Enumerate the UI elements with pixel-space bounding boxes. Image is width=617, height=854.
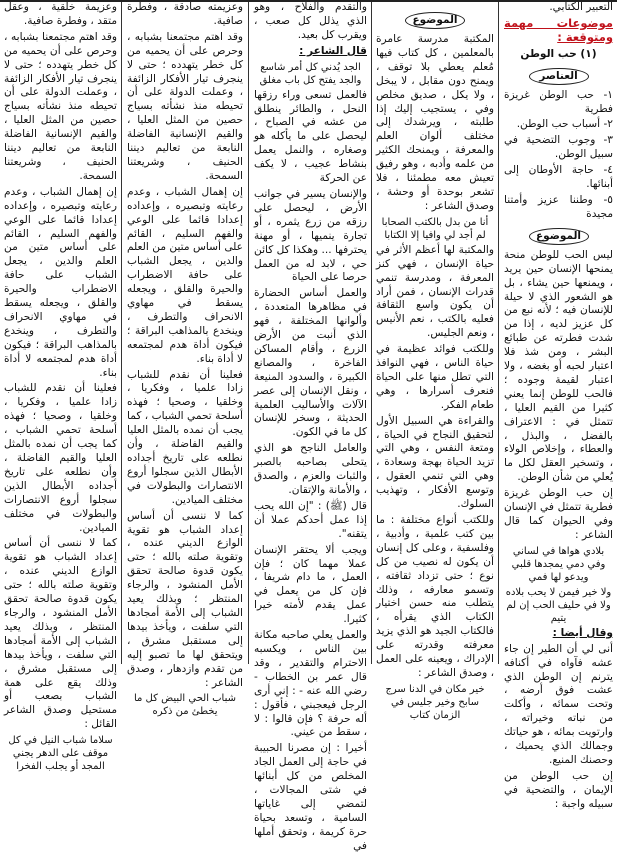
paragraph: وعزيمته صادقة ، وفطرة صافية. xyxy=(127,1,243,27)
paragraph: فعلينا أن نقدم للشباب زادا علميا ، وفكريا ، وخلقيا ، وصحيا ؛ فهذه أسلحة تحمي الشباب ، كما يجب أن نمده بالمثل العليا والقيم الفاضلة ، وأن نطلعه على تاريخ أجداده الأبطال الذين سجلوا أروع الانتصارات والبطولات في مختلف الميادين. xyxy=(4,382,117,534)
paragraph: وعزيمة خلقية ، وعقل متقد ، وفطرة صافية. xyxy=(4,1,117,27)
paragraph: إن إهمال الشباب ، وعدم رعايته وتبصيره ، وإعداده إعدادا قائما على الوعي والفهم السليم ، القائم على أساس متين من العلم والدين ، يجعل الشباب على حافة الاضطراب والحيرة والقلق ، ويجعله يسقط في مهاوي الانحراف والتطرف ، وينخدع بالمذاهب البراقة ؛ فيكون أداة هدم لمجتمعه لا أداة بناء. xyxy=(4,185,117,379)
paragraph: وللكتب أنواع مختلفة : ما بين كتب علمية ، وأدبية ، وفلسفية ، وعلى كل إنسان أن يكون له نصيب من كل نوع ؛ حتى تزداد ثقافته ، وتسمو معارفه ، وذلك يتطلب منه حسن اختيار الكتاب الذي يقرأه ، فالكتاب الجيد هو الذي يزيد معرفته وقدرته على الإدراك ، ويعينه على العمل ، وصدق الشاعر : xyxy=(376,514,494,679)
paragraph: والعمل أساس الحضارة في مظاهرها المتعددة ، وألوانها المختلفة ، فهو الذي أنبت من الأرض الزرع ، وأقام المساكن الفاخرة ، والمصانع الكبيرة ، والسدود المنيعة ، ونقل الإنسان إلى عصر الآلات والأساليب العلمية الحديثة ، وسخر للإنسان كل ما في الكون. xyxy=(254,287,367,439)
paragraph: إن إهمال الشباب ، وعدم رعايته وتبصيره ، وإعداده إعدادا قائما على الوعي والفهم السليم ، القائم على أساس متين من العلم والدين ، يجعل الشباب على حافة الاضطراب والحيرة والقلق ، ويجعله يسقط في مهاوي الانحراف والتطرف ، وينخدع بالمذاهب البراقة ؛ فيكون أداة هدم لمجتمعه لا أداة بناء. xyxy=(127,185,243,365)
column-divider xyxy=(248,2,249,664)
paragraph: ليس الحب للوطن منحة يمنحها الإنسان حين يريد ، ويمنعها حين يشاء ، بل هو الشعور الذي لا حيلة للإنسان فيه ؛ لأنه نبع من كل عزيز لديه ، إذا من شدت فطرته عن طبائع البشر ، ومن شذ فلا اعتبار لحبه أو بغضه ، ولا اعتبار لقيمة وجوده ؛ فالحب للوطن إنما يعني كثيرا من القيم العليا ، تتمثل في : الاعتراف بالفضل ، والبذل ، والعطاء ، وإخلاص الولاء ، وتسخير العقل لكل ما يُعلي من شأن الوطن. xyxy=(504,248,613,484)
element-item: ٣- وجوب التضحية في سبيل الوطن. xyxy=(504,134,613,161)
column-2 xyxy=(372,4,498,721)
paragraph: أنى لي أن الطير إن جاء عشه فآواه في أكنافه يترنم إن الوطن الذي عشت فوق أرضه ، وتحت سمائه ، وأكلت من نباته وخيراته ، وارتويت بمائه ، هو حياتك وجمالك الذي يحميك ، وحصنك المنيع. xyxy=(504,642,613,766)
paragraph: وقد اهتم مجتمعنا بشبابه ، وحرص على أن يحميه من كل خطر يتهدده ؛ حتى لا ينجرف تيار الأفكار الزائفة ، وعملت الدولة على أن تحيطه منذ نشأته بسياج حصين من المثل العليا ، والقيم الإنسانية الفاضلة النابعة من تعاليم ديننا الحنيف ، وشريعتنا السمحة. xyxy=(4,30,117,182)
paragraph: فعلينا أن نقدم للشباب زادا علميا ، وفكريا ، وخلقيا ، وصحيا ؛ فهذه أسلحة تحمي الشباب ، كما يجب أن نمده بالمثل العليا والقيم الفاضلة ، وأن نطلعه على تاريخ أجداده الأبطال الذين سجلوا أروع الانتصارات والبطولات في مختلف الميادين. xyxy=(127,368,243,506)
paragraph: وقد اهتم مجتمعنا بشبابه ، وحرص على أن يحميه من كل خطر يتهدده ؛ حتى لا ينجرف تيار الأفكار الزائفة ، وعملت الدولة على أن تحيطه منذ نشأته بسياج حصين من المثل العليا ، والقيم الإنسانية الفاضلة النابعة من تعاليم ديننا الحنيف ، وشريعتنا السمحة. xyxy=(127,30,243,182)
topic-label: الموضوع xyxy=(529,228,589,245)
paragraph: والتقدم والفلاح ، وهو الذي يذلل كل صعب ، ويقرب كل بعيد. xyxy=(254,1,367,41)
element-item: ٢- أسباب حب الوطن. xyxy=(516,118,613,131)
paragraph: وقال أيضا : xyxy=(552,626,613,639)
column-divider xyxy=(121,2,122,664)
poem-verse: أنا من بدل بالكتب الصحابا لم أجد لي وافيا إلا الكتابا xyxy=(381,216,489,241)
paragraph: فالعمل تسعى وراء رزقها النحل ، والطائر ينطلق من عشه في الصباح ، ليحصل على ما يأكله هو وصغاره ، والنمل يعمل بنشاط عجيب ، لا يكف عن الحركة xyxy=(254,88,367,185)
paragraph: كما لا ننسى أن أساس إعداد الشباب هو تقوية الوازع الديني عنده ، وتقوية صلته بالله ؛ حتى يكون قدوة صالحة تحقق الأمل المنشود ، والرجاء المنتظر ، وبذلك يعيد الشباب إلى الأمة أمجادها التي سلفت ، ويأخذ بيدها إلى مستقبل مشرق ، وذلك يقع على همة الشباب بصعب أو مستحيل وصدق الشاعر القائل : xyxy=(4,537,117,731)
paragraph: أخيرا : إن مصرنا الحبيبة في حاجة إلى العمل الجاد المخلص من كل أبنائها في شتى المجالات ، لتمضي إلى غاياتها السامية ، وتسعد بحياة حرة كريمة ، وتحقق أملها في xyxy=(254,742,367,852)
element-item: ٤- حاجة الأوطان إلى أبنائها. xyxy=(504,164,613,191)
poem-verse: ولا خير فيمن لا يحب بلاده ولا في حليف الحب إن لم يتيم xyxy=(505,586,612,624)
paragraph: والمكتبة لها أعظم الأثر في حياة الإنسان ، فهي كنز المعرفة ، ومدرسة تنمي قدرات الإنسان ، فمن أراد أن يكون واسع الثقافة فعليه بالكتب ، نعم الأنيس ، ونعم الجليس. xyxy=(376,243,494,340)
element-item: ٥- وطننا عزيز وأمتنا مجيدة xyxy=(504,193,613,220)
poem-verse: شباب الحي البيض كل ما يخطئ من ذكره xyxy=(133,693,237,718)
paragraph: والعمل يعلي صاحبه مكانة بين الناس ، ويكسبه الاحترام والتقدير ، وقد قال عمر بن الخطاب - رضي الله عنه - : إني أرى الرجل فيعجبني ، فأقول : أله حرفة ؟ فإن قالوا : لا ، سقط من عيني. xyxy=(254,629,367,739)
poem-verse: الجد يُدني كل أمر شاسع والجد يفتح كل باب مغلق xyxy=(259,61,362,86)
elements-label: العناصر xyxy=(529,68,589,85)
paragraph: قال (ﷺ) : "إن الله يحب إذا عمل أحدكم عملا أن يتقنه". xyxy=(254,499,367,540)
poem-verse: خير مكان في الدنا سرج سابح وخير جليس في الزمان كتاب xyxy=(385,683,485,721)
poem-verse: سلاما شباب النيل في كل موقف على الدهر يجني المجد أو يجلب الفخرا xyxy=(8,735,113,773)
paragraph: وللكتب فوائد عظيمة في حياة الناس ، فهي النوافذ التي تطل منها على الحياة فنعرف أسرارها ، وهي طعام الفكر. xyxy=(376,343,494,411)
paragraph: إن حب الوطن غريزة فطرية تتمثل في الإنسان وفي الحيوان كما قال الشاعر : xyxy=(504,487,613,541)
paragraph: ويجب ألا يحتقر الإنسان عملا مهما كان ؛ فإن العمل ، ما دام شريفا ، فإن كل من يعمل في عمل يقدم لأمته خيرا كثيرا. xyxy=(254,543,367,626)
topics-heading: موضوعات مهمة ومتوقعة : xyxy=(504,15,613,44)
column-5 xyxy=(0,1,121,773)
paragraph: والقراءة هي السبيل الأول لتحقيق النجاح في الحياة ، ومتعة النفس ، وهي التي تزيد الحياة بهجة وسعادة ، وهي التي تنمي العقول ، وتوسع الأفكار ، وتهذيب السلوك. xyxy=(376,414,494,511)
paragraph: إن حب الوطن من الإيمان ، والتضحية في سبيله واجبة : xyxy=(504,769,613,810)
column-1 xyxy=(500,1,617,810)
paragraph: والعامل الناجح هو الذي يتحلى بصاحبه بالصبر والثبات والعزم ، والصدق ، والأمانة والإتقان. xyxy=(254,442,367,496)
poem-verse: بلادي هواها في لساني وفي دمي يمجدها قلبي ويدعو لها فمي xyxy=(511,545,606,583)
paragraph: والإنسان يسير في جوانب الأرض ، ليحصل على رزقه من زرع يثمره ، أو تجارة ينميها ، أو مهنة يحترفها ... وهكذا كل كائن حي ، لابد له من العمل حرصا على الحياة xyxy=(254,187,367,284)
topic-title: (١) حب الوطن xyxy=(520,47,597,60)
poet-label: قال الشاعر : xyxy=(299,44,367,57)
paragraph: كما لا ننسى أن أساس إعداد الشباب هو تقوية الوازع الديني عنده ، وتقوية صلته بالله ؛ حتى يكون قدوة صالحة تحقق الأمل المنشود ، والرجاء المنتظر ؛ وبذلك يعيد الشباب إلى الأمة أمجادها التي سلفت ، ويأخذ بيدها إلى مستقبل مشرق ، ويتحقق لها ما تصبو إليه من تقدم وازدهار ، وصدق الشاعر : xyxy=(127,509,243,689)
intro-tail: التعبير الكتابي. xyxy=(549,1,613,13)
column-4 xyxy=(123,1,247,718)
element-item: ١- حب الوطن غريزة فطرية xyxy=(504,88,613,115)
column-divider xyxy=(498,2,499,664)
topic-label: الموضوع xyxy=(405,12,465,29)
paragraph: المكتبة مدرسة عامرة بالمعلمين ، كل كتاب فيها مُعلم يعطي بلا توقف ، ويمنح دون مقابل ، لا يبخل ، ولا يكل ، صديق مخلص وفي ، يستجيب إليك إذا طلبته ، ويرشدك إلى مختلف ألوان العلم والمعرفة ، ويمنحك الكثير من علمه وأدبه ، وهو رفيق تعيش معه مطمئنا ، فلا تشعر بوحدة أو وحشة ، وصدق الشاعر : xyxy=(376,33,494,212)
column-3 xyxy=(250,1,371,852)
